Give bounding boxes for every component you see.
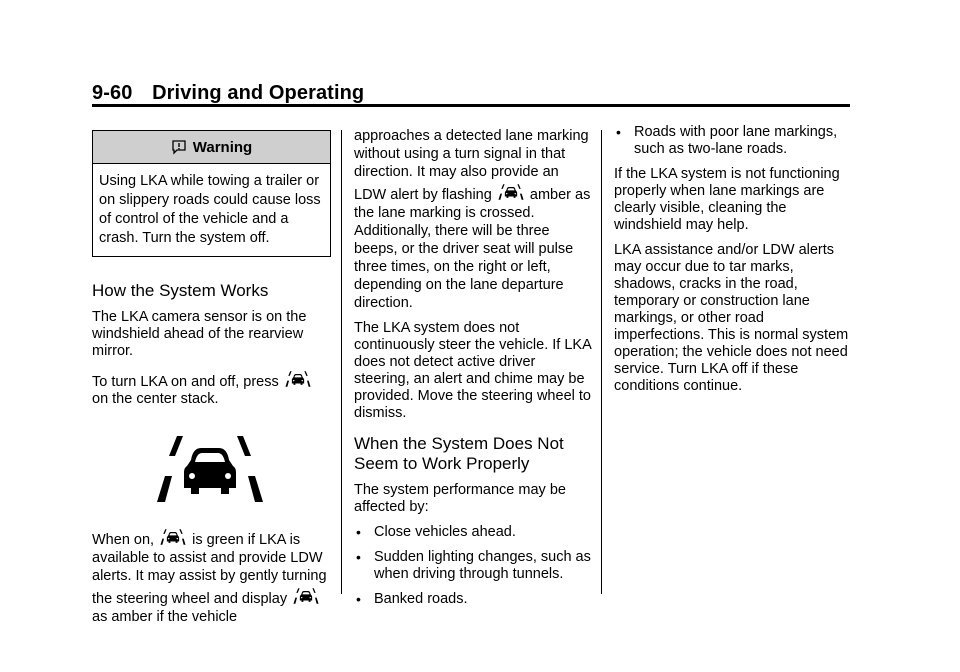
list-item xyxy=(354,549,592,583)
list-item xyxy=(614,124,854,158)
warning-triangle-icon xyxy=(171,139,187,155)
paragraph: If the LKA system is not functioning properly when lane markings are clearly visible, cleaning the windshield may help. xyxy=(614,166,840,233)
warning-box xyxy=(92,130,331,257)
column-divider xyxy=(341,130,342,594)
paragraph: LKA assistance and/or LDW alerts may occur due to tar marks, shadows, cracks in the road, temporary or construction lane markings, or other road imperfections. This is normal system operation; the vehicle does not need service. Turn LKA off if these conditions continue. xyxy=(614,242,849,394)
bullet-icon: • xyxy=(356,591,361,607)
lane-keep-assist-icon xyxy=(155,436,265,502)
paragraph xyxy=(354,127,592,312)
paragraph-text: on the center stack. xyxy=(92,391,219,407)
bullet-icon: • xyxy=(356,549,361,565)
header-rule xyxy=(92,104,850,107)
section-title: Driving and Operating xyxy=(152,82,365,104)
lane-keep-assist-icon xyxy=(498,181,524,203)
column-1 xyxy=(92,130,330,626)
section-heading: When the System Does Not Seem to Work Properly xyxy=(354,434,564,473)
paragraph-text: To turn LKA on and off, press xyxy=(92,374,279,390)
lane-keep-assist-icon xyxy=(160,526,186,548)
list-item xyxy=(354,524,592,541)
list-item xyxy=(354,591,592,608)
list-item-text: Roads with poor lane markings, such as two-lane roads. xyxy=(634,124,838,157)
column-2 xyxy=(354,127,592,608)
paragraph-text: amber as the lane marking is crossed. Additionally, there will be three beeps, or the driver seat will pulse three times, on the right or left, depending on the lane departure direction. xyxy=(354,187,591,311)
paragraph xyxy=(92,368,330,408)
bullet-icon: • xyxy=(356,524,361,540)
paragraph: The LKA camera sensor is on the windshield ahead of the rearview mirror. xyxy=(92,309,307,359)
lane-keep-assist-icon xyxy=(285,368,311,390)
paragraph-text: as amber if the vehicle xyxy=(92,609,238,625)
list-item-text: Banked roads. xyxy=(374,591,468,607)
column-divider xyxy=(601,130,602,594)
section-heading: How the System Works xyxy=(92,281,269,300)
warning-title: Warning xyxy=(192,138,253,156)
paragraph-text: approaches a detected lane marking without using a turn signal in that direction. It may also provide an LDW alert by flashing xyxy=(354,128,589,203)
paragraph-text: When on, xyxy=(92,532,155,548)
warning-body: Using LKA while towing a trailer or on slippery roads could cause loss of control of the vehicle and a crash. Turn the system off. xyxy=(99,173,321,246)
paragraph xyxy=(92,526,330,626)
page-number: 9-60 xyxy=(92,82,133,104)
bullet-icon: • xyxy=(616,124,621,140)
list-item-text: Sudden lighting changes, such as when driving through tunnels. xyxy=(374,549,591,582)
column-3 xyxy=(614,124,854,395)
list-item-text: Close vehicles ahead. xyxy=(374,524,516,540)
page-header xyxy=(92,82,364,105)
lane-keep-assist-icon xyxy=(293,585,319,607)
paragraph: The LKA system does not continuously steer the vehicle. If LKA does not detect active driver steering, an alert and chime may be provided. Move the steering wheel to dismiss. xyxy=(354,320,591,421)
paragraph-text: is green if LKA is available to assist and provide LDW alerts. It may assist by gently turning the steering wheel and display xyxy=(92,532,327,607)
warning-header xyxy=(93,131,330,164)
paragraph: The system performance may be affected by: xyxy=(354,482,566,515)
